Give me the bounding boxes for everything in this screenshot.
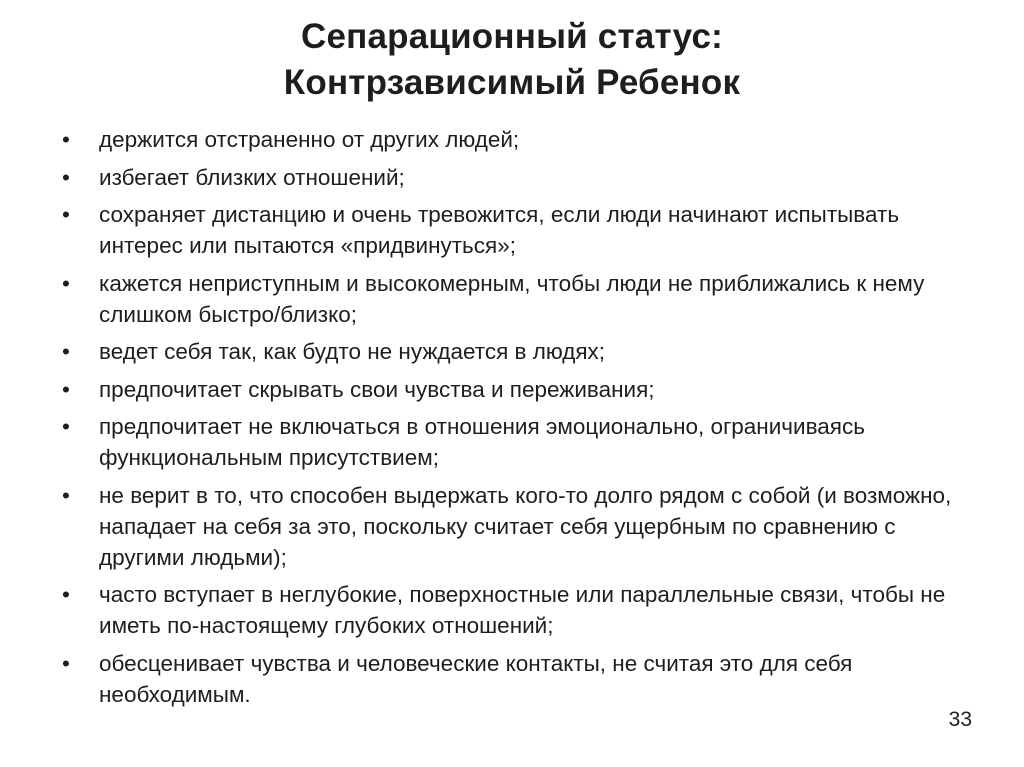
page-number: 33 bbox=[948, 708, 972, 731]
bullet-icon: • bbox=[62, 339, 70, 364]
bullet-item bbox=[62, 411, 982, 473]
bullet-text: часто вступает в неглубокие, поверхностные или параллельные связи, чтобы не иметь по-настоящему глубоких отношений; bbox=[99, 582, 946, 638]
bullet-item bbox=[62, 199, 982, 261]
bullet-item bbox=[62, 374, 982, 405]
bullet-item bbox=[62, 648, 982, 710]
bullet-text: сохраняет дистанцию и очень тревожится, если люди начинают испытывать интерес или пытаются «придвинуться»; bbox=[99, 202, 900, 258]
bullet-item bbox=[62, 268, 982, 330]
bullet-icon: • bbox=[62, 482, 70, 508]
bullet-icon: • bbox=[62, 582, 70, 607]
bullet-icon: • bbox=[62, 414, 70, 439]
bullet-list bbox=[62, 124, 982, 716]
bullet-text: избегает близких отношений; bbox=[99, 164, 405, 190]
bullet-text: кажется неприступным и высокомерным, чтобы люди не приближались к нему слишком быстро/близко; bbox=[99, 270, 925, 327]
bullet-text: обесценивает чувства и человеческие контакты, не считая это для себя необходимым. bbox=[99, 650, 853, 707]
slide-title-line-1: Сепарационный статус: bbox=[300, 17, 723, 56]
bullet-icon: • bbox=[62, 650, 70, 676]
bullet-icon: • bbox=[62, 376, 70, 402]
bullet-item bbox=[62, 336, 982, 367]
bullet-item bbox=[62, 480, 982, 573]
bullet-icon: • bbox=[62, 164, 70, 190]
bullet-text: ведет себя так, как будто не нуждается в людях; bbox=[99, 339, 606, 364]
bullet-icon: • bbox=[62, 270, 70, 296]
bullet-text: предпочитает скрывать свои чувства и переживания; bbox=[99, 376, 655, 402]
slide-title bbox=[0, 14, 1024, 106]
slide-title-line-2: Контрзависимый Ребенок bbox=[283, 63, 741, 102]
bullet-item bbox=[62, 579, 982, 641]
bullet-item bbox=[62, 124, 982, 155]
bullet-icon: • bbox=[62, 202, 70, 227]
bullet-text: предпочитает не включаться в отношения эмоционально, ограничиваясь функциональным присутствием; bbox=[99, 414, 865, 470]
bullet-icon: • bbox=[62, 127, 70, 152]
bullet-item bbox=[62, 162, 982, 193]
bullet-text: держится отстраненно от других людей; bbox=[99, 127, 520, 152]
bullet-text: не верит в то, что способен выдержать кого-то долго рядом с собой (и возможно, нападает на себя за это, поскольку считает себя ущербным по сравнению с другими людьми); bbox=[99, 482, 952, 570]
